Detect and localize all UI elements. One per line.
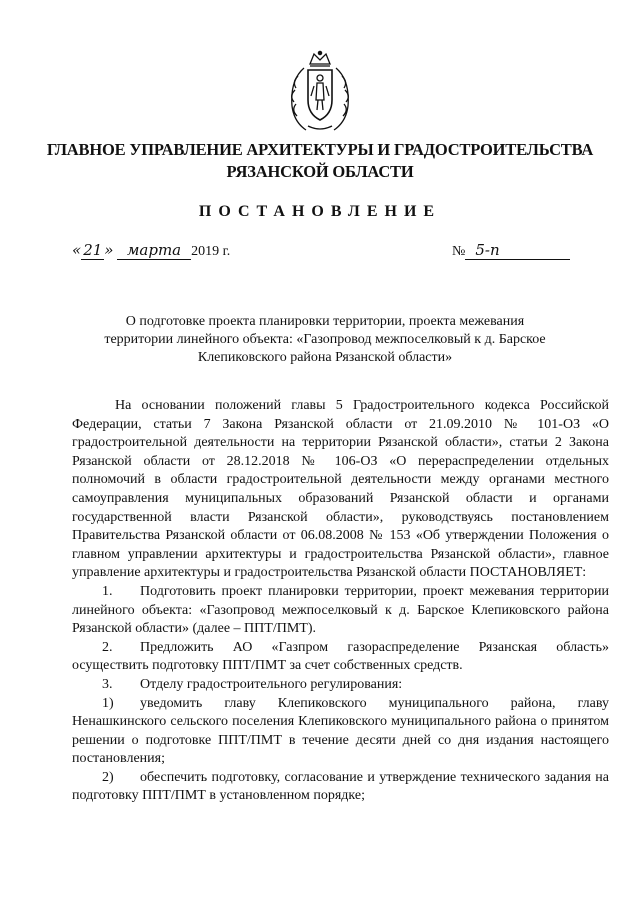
- date-month: марта: [117, 241, 191, 260]
- item-number: 2.: [102, 639, 113, 655]
- document-subject: О подготовке проекта планировки территории, проекта межевания территории линейного объекта: «Газопровод межпоселковый к д. Барское Клепиковского района Рязанской области»: [104, 314, 546, 365]
- organization-name-line2: РЯЗАНСКОЙ ОБЛАСТИ: [226, 162, 414, 181]
- item-number: 1): [102, 695, 114, 711]
- document-date: [72, 241, 230, 260]
- item-number: 3.: [102, 676, 113, 692]
- item-number: 1.: [102, 583, 113, 599]
- document-number: [452, 241, 570, 260]
- organization-name-line1: ГЛАВНОЕ УПРАВЛЕНИЕ АРХИТЕКТУРЫ И ГРАДОСТРОИТЕЛЬСТВА: [46, 140, 594, 159]
- date-day: 21: [83, 241, 103, 259]
- item-text: Отделу градостроительного регулирования:: [140, 676, 403, 692]
- item-text: Подготовить проект планировки территории, проект межевания территории линейного объекта: «Газопровод межпоселковый к д. Барское Клепиковского района Рязанской области» (далее – ППТ/ПМТ).: [72, 583, 609, 637]
- item-text: уведомить главу Клепиковского муниципального района, главу Ненашкинского сельского поселения Клепиковского муниципального района о принятом решении о подготовке ППТ/ПМТ в течение десяти дней со дня издания настоящего постановления;: [72, 695, 609, 767]
- item-text: Предложить АО «Газпром газораспределение Рязанская область» осуществить подготовку ППТ/ПМТ за счет собственных средств.: [72, 639, 609, 674]
- list-item: [72, 639, 609, 676]
- list-item: [72, 769, 609, 806]
- list-item: [72, 676, 609, 695]
- date-close-quote: »: [104, 241, 114, 259]
- preamble-paragraph: На основании положений главы 5 Градостроительного кодекса Российской Федерации, статьи 7 Закона Рязанской области от 21.09.2010 № 101-ОЗ «О градостроительной деятельности на территории Рязанской области», статьи 2 Закона Рязанской области от 28.12.2018 № 106-ОЗ «О перераспределении отдельных полномочий в области градостроительной деятельности между органами местного самоуправления муниципальных образований Рязанской области и органами государственной власти Рязанской области», руководствуясь постановлением Правительства Рязанской области от 06.08.2008 № 153 «Об утверждении Положения о главном управлении архитектуры и градостроительства Рязанской области», главное управление архитектуры и градостроительства Рязанской области ПОСТАНОВЛЯЕТ:: [72, 398, 609, 581]
- item-text: обеспечить подготовку, согласование и утверждение технического задания на подготовку ППТ/ПМТ в установленном порядке;: [72, 769, 609, 804]
- number-prefix: №: [452, 244, 466, 259]
- date-year: 2019 г.: [191, 244, 231, 259]
- list-item: [72, 583, 609, 639]
- coat-of-arms-icon: [284, 50, 356, 134]
- number-value: 5-п: [465, 241, 570, 260]
- document-type-title: ПОСТАНОВЛЕНИЕ: [198, 203, 442, 220]
- list-item: [72, 695, 609, 769]
- item-number: 2): [102, 769, 114, 785]
- date-open-quote: «: [72, 241, 82, 259]
- document-body: [72, 397, 609, 806]
